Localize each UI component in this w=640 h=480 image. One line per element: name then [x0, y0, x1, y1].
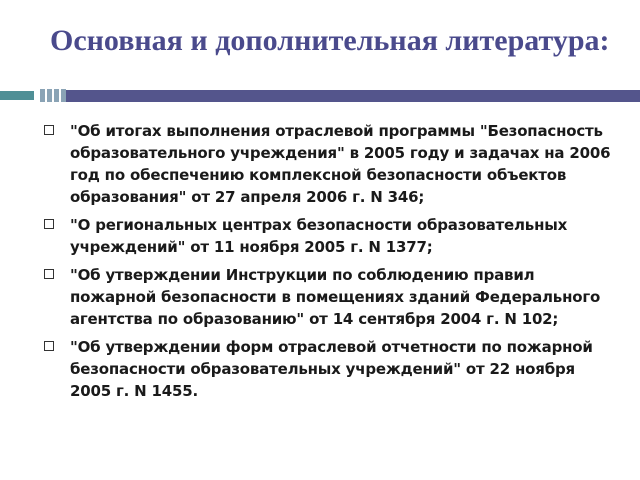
title-underline-bar-right: [66, 90, 640, 102]
square-bullet-icon: [44, 125, 54, 135]
list-item: [44, 264, 614, 330]
list-item: [44, 214, 614, 258]
square-bullet-icon: [44, 219, 54, 229]
list-item-text: "О региональных центрах безопасности образовательных учреждений" от 11 ноября 2005 г. N 1377;: [70, 216, 568, 256]
square-bullet-icon: [44, 341, 54, 351]
title-underline-bar-left: [0, 91, 34, 100]
decorative-square: [40, 89, 45, 102]
list-item-text: "Об утверждении форм отраслевой отчетности по пожарной безопасности образовательных учреждений" от 22 ноября 2005 г. N 1455.: [70, 338, 593, 400]
decorative-square: [47, 89, 52, 102]
reference-list: [44, 120, 614, 408]
list-item-text: "Об утверждении Инструкции по соблюдению правил пожарной безопасности в помещениях зданий Федерального агентства по образованию" от 14 сентября 2004 г. N 102;: [70, 266, 601, 328]
list-item: [44, 120, 614, 208]
title-underline-squares: [40, 89, 66, 102]
list-item: [44, 336, 614, 402]
list-item-text: "Об итогах выполнения отраслевой программы "Безопасность образовательного учреждения" в 2005 году и задачах на 2006 год по обеспечению комплексной безопасности объектов образования" от 27 апреля 2006 г. N 346;: [70, 122, 611, 206]
slide-title: Основная и дополнительная литература:: [50, 24, 610, 57]
square-bullet-icon: [44, 269, 54, 279]
decorative-square: [54, 89, 59, 102]
